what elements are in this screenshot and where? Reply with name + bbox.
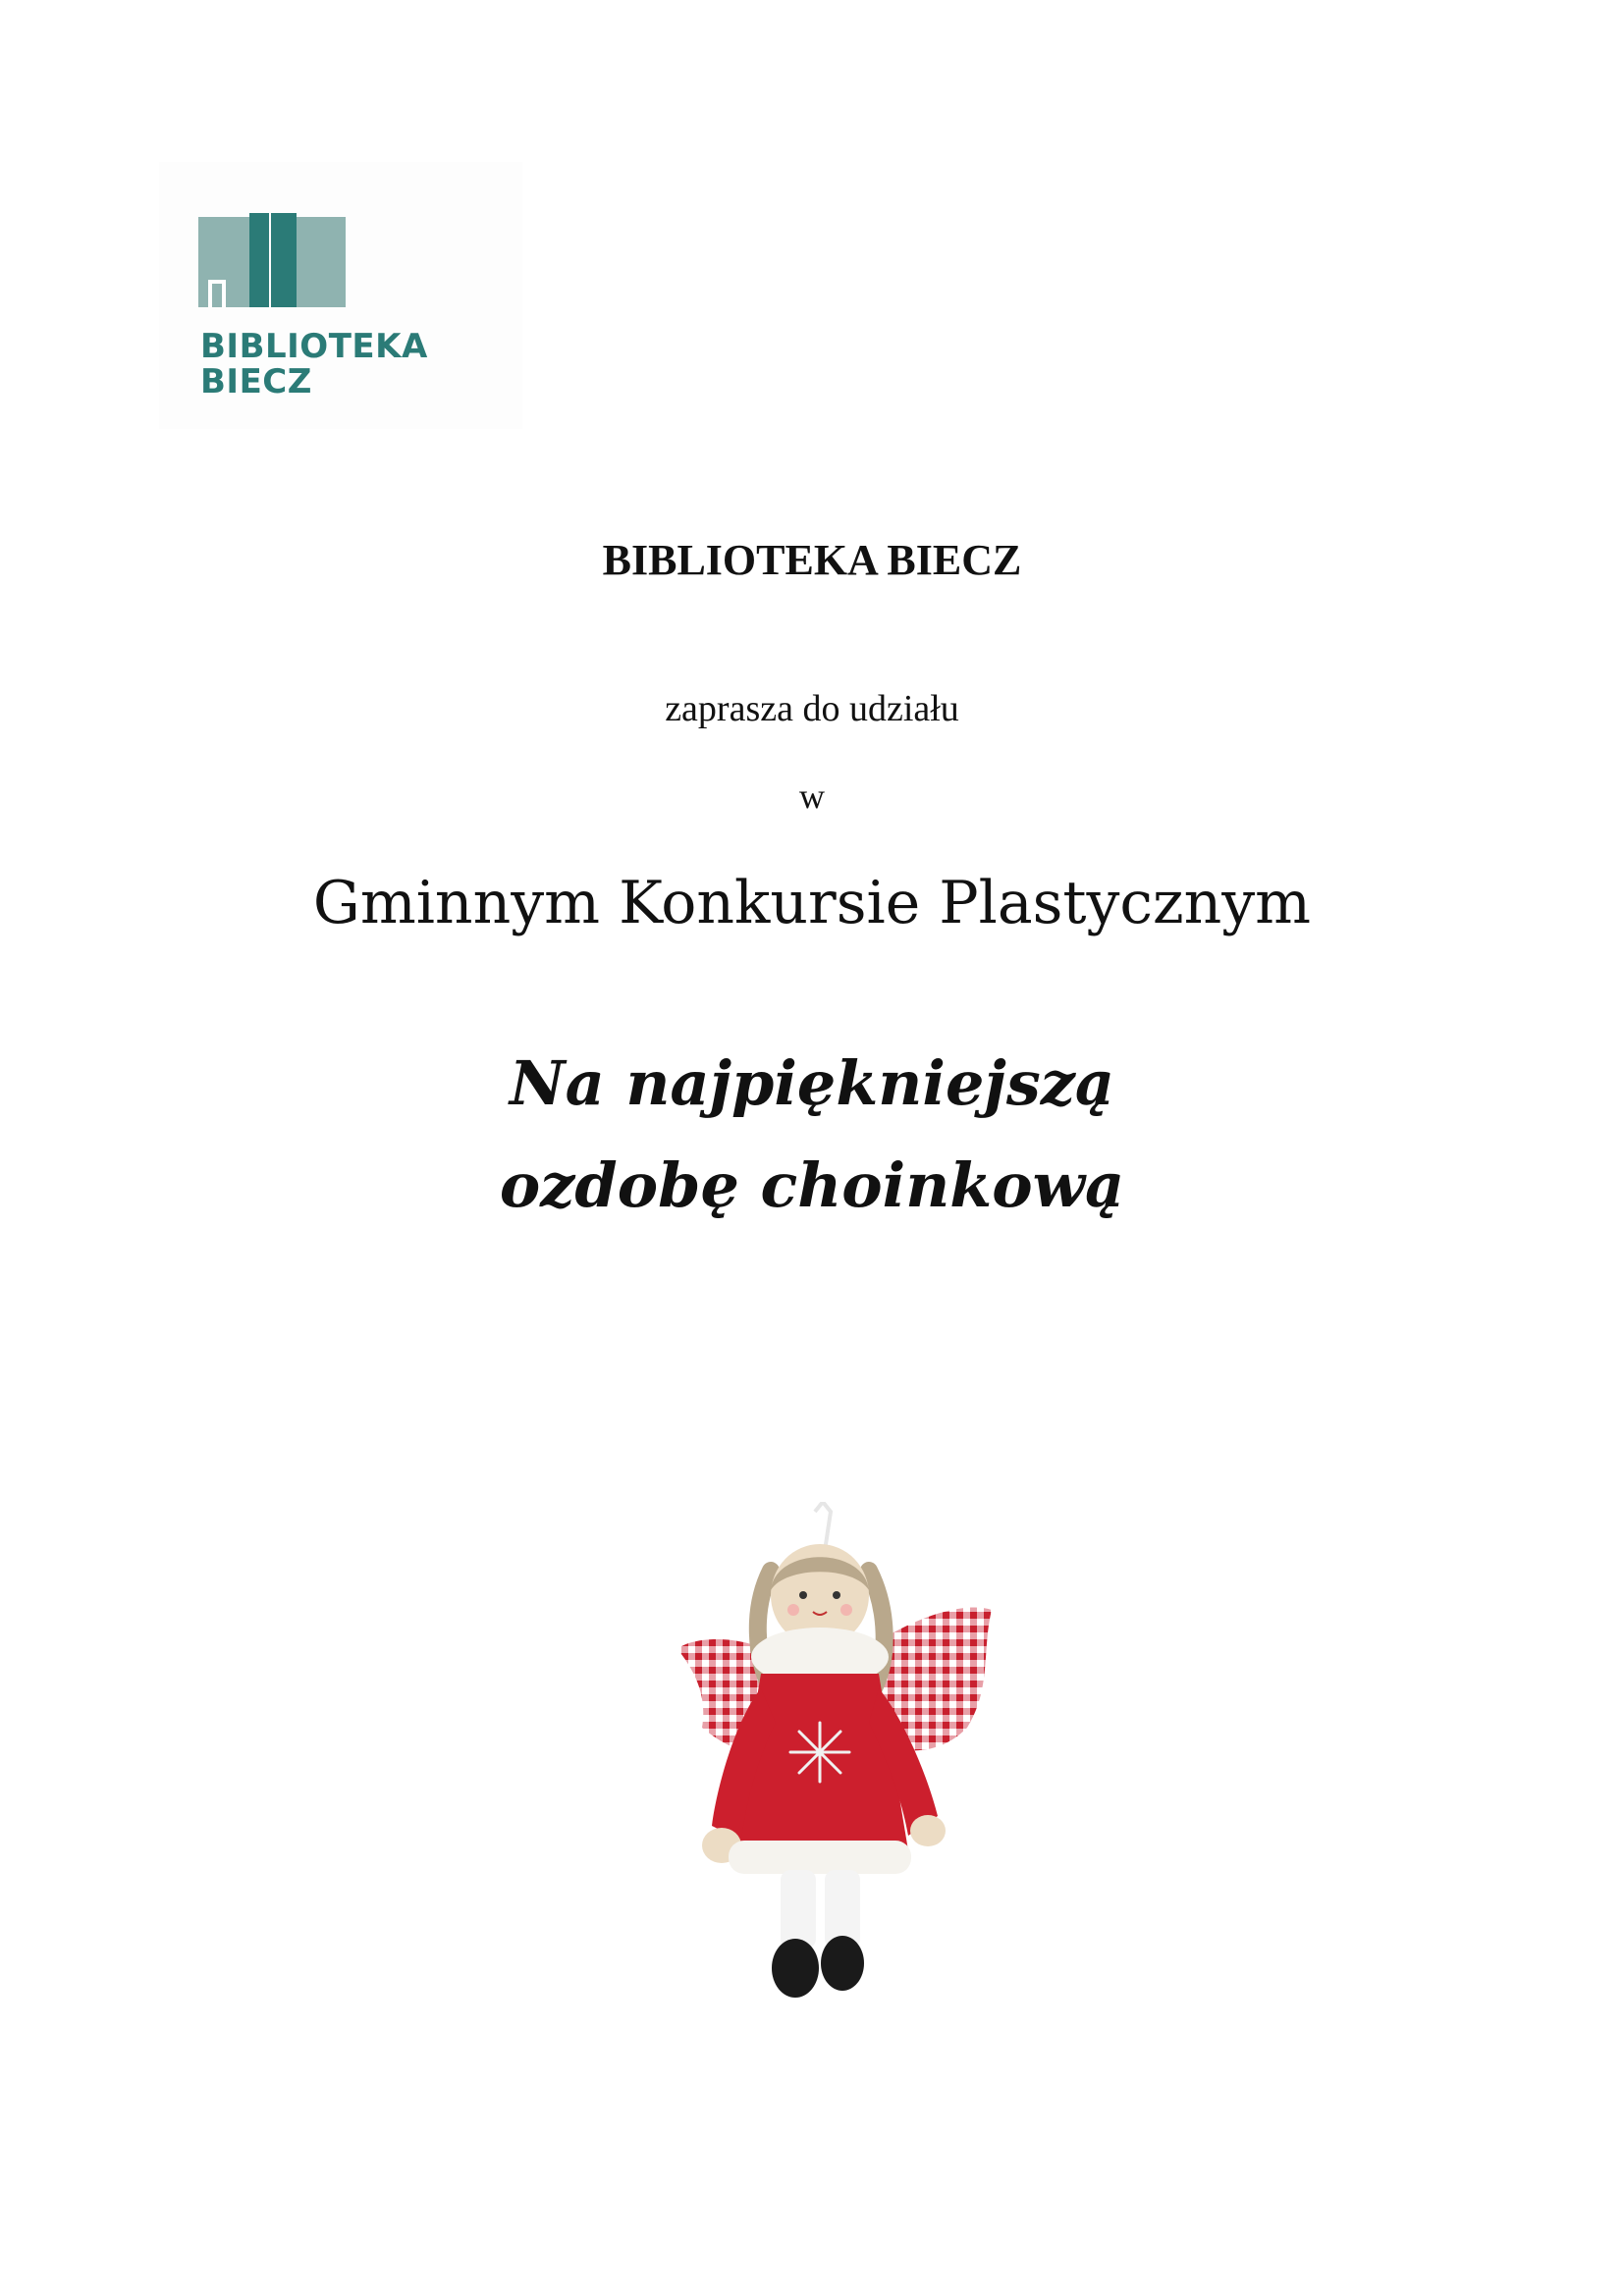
contest-name: Gminnym Konkursie Plastycznym (312, 869, 1312, 937)
organizer-heading: BIBLIOTEKA BIECZ (602, 536, 1022, 584)
angel-ornament-image (668, 1502, 1001, 2022)
invitation-text: zaprasza do udziału (665, 688, 959, 729)
library-building-icon (198, 213, 346, 311)
logo-wordmark (200, 329, 428, 400)
contest-title-line-2: ozdobę choinkową (499, 1149, 1125, 1221)
logo-line-1: BIBLIOTEKA (200, 327, 428, 366)
contest-title-line-1: Na najpiękniejszą (509, 1047, 1115, 1119)
logo-line-2: BIECZ (200, 362, 312, 401)
preposition-text: w (799, 776, 825, 816)
contest-title (0, 1033, 1624, 1237)
library-logo (159, 162, 522, 429)
